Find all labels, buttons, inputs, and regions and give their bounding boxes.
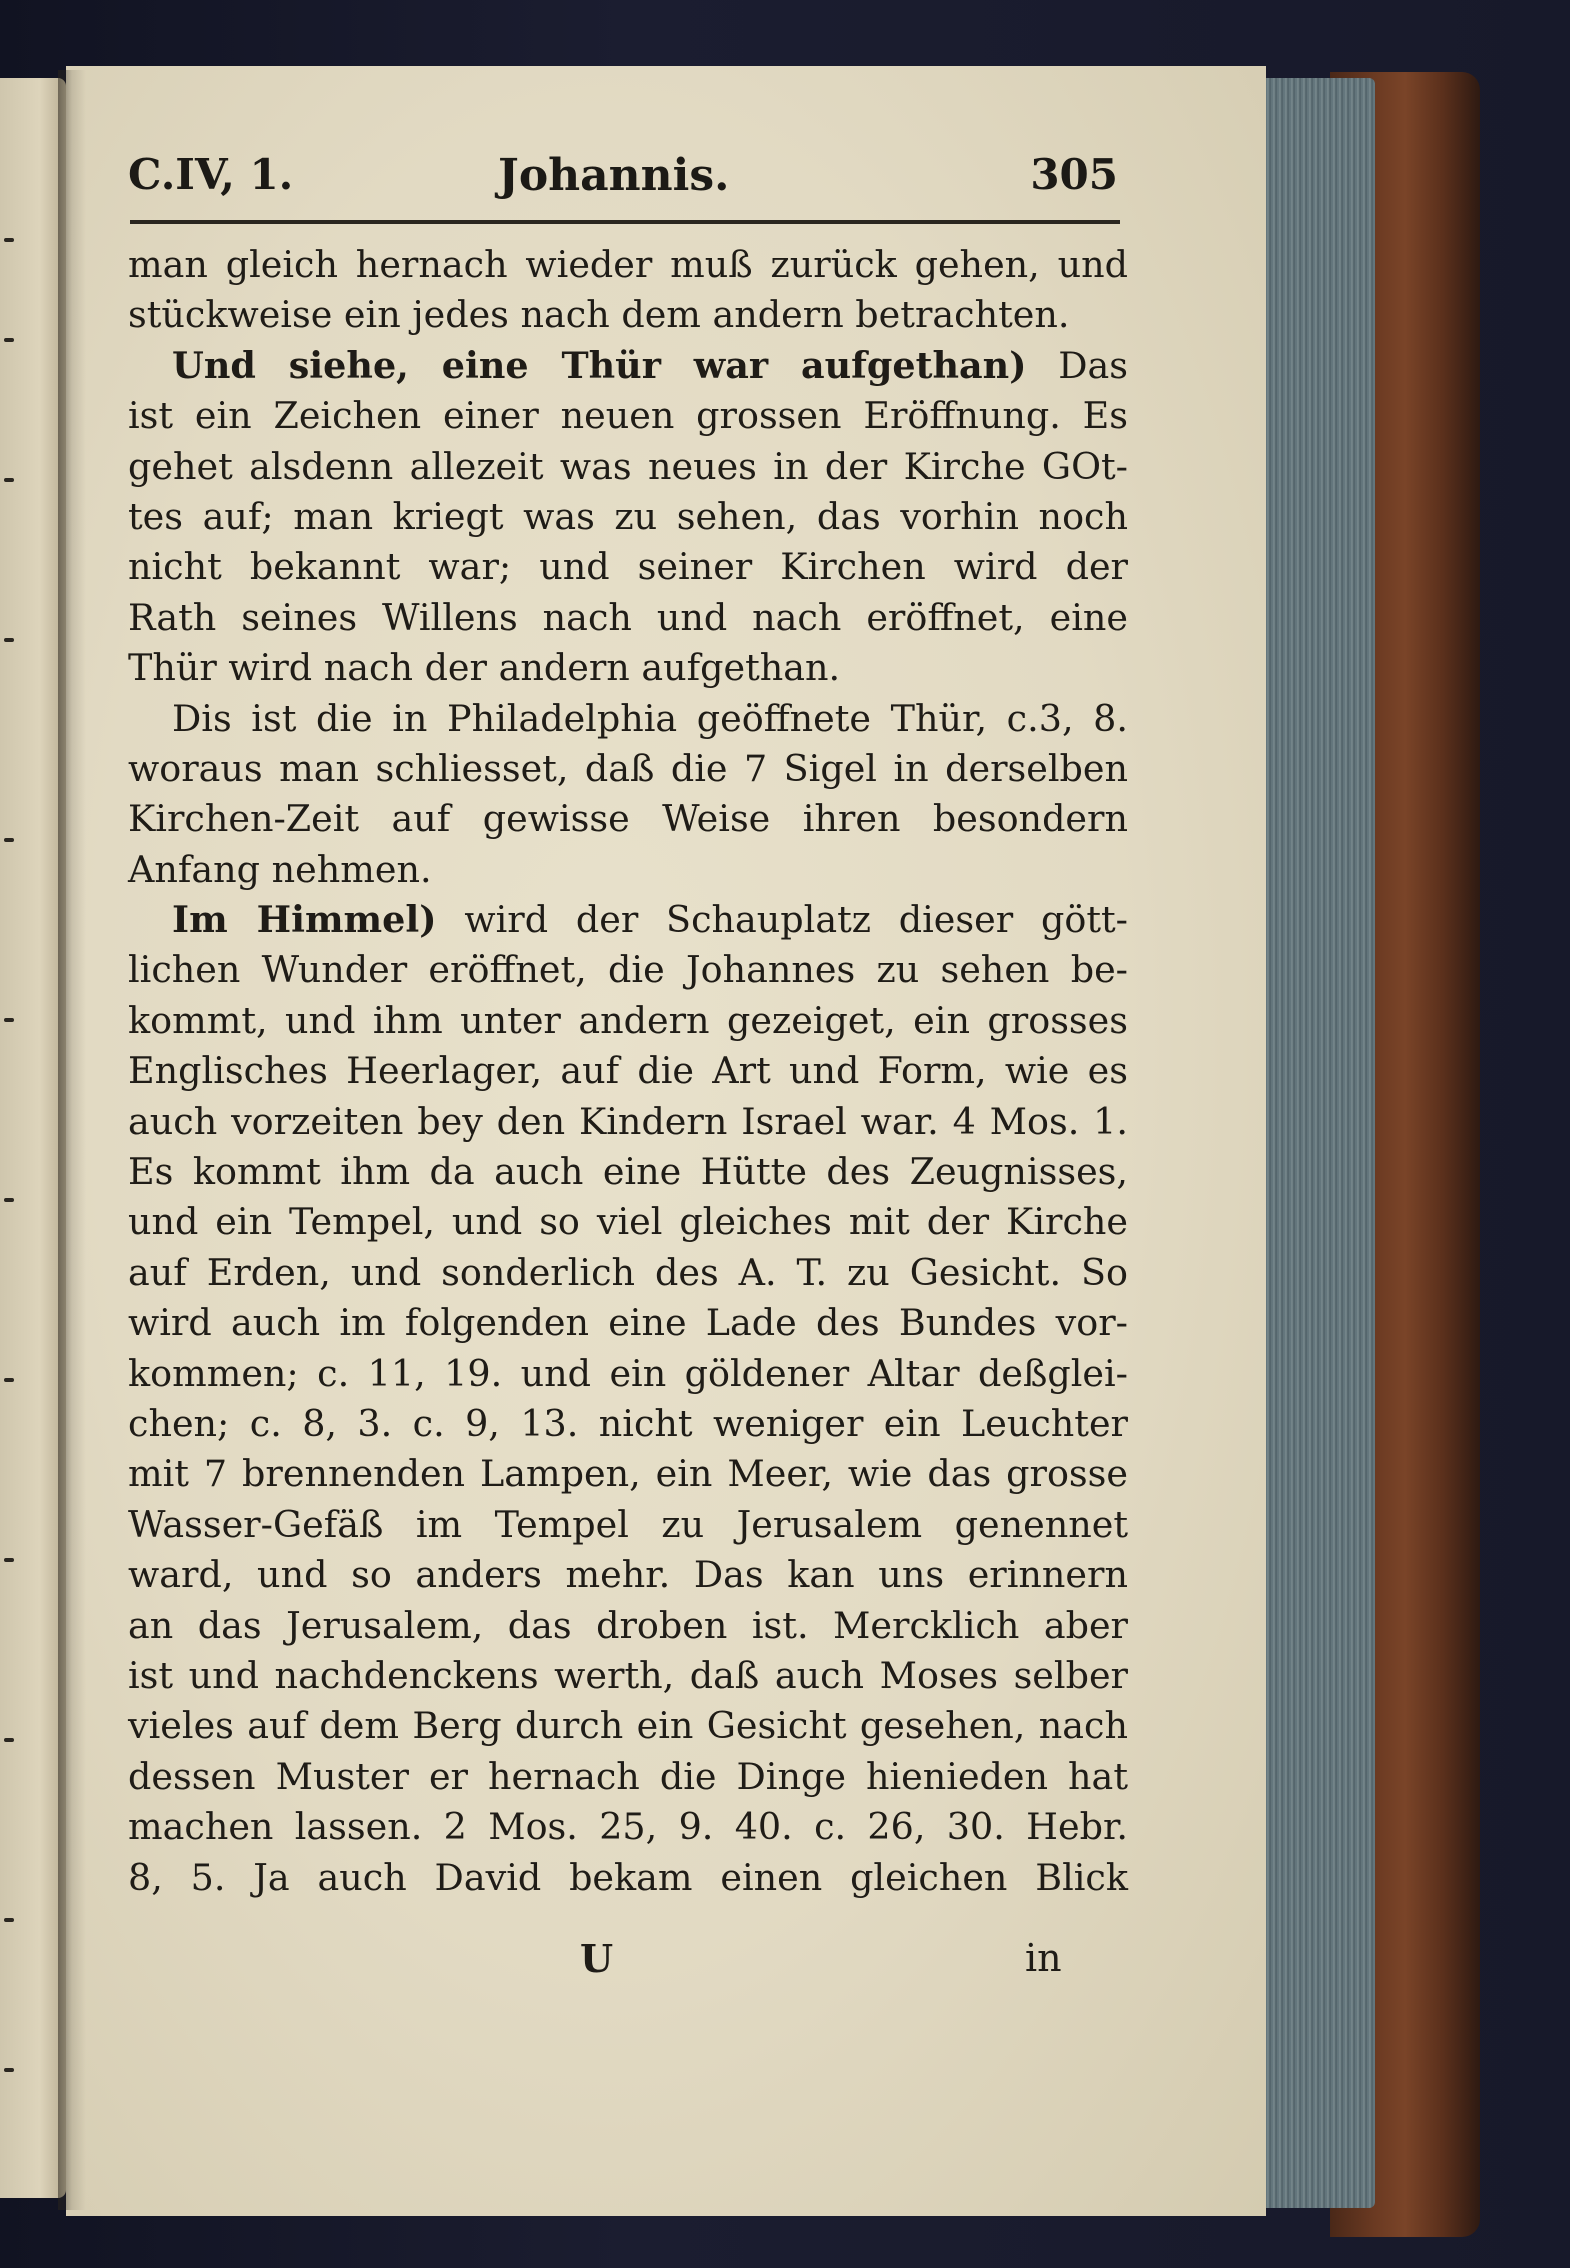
text-line	[128, 1097, 1128, 1147]
line-text: Englisches Heerlager, auf die Art und Form, wie es	[128, 1049, 1128, 1093]
line-text: Rath seines Willens nach und nach eröffnet, eine	[128, 595, 1128, 639]
text-line	[128, 542, 1128, 592]
line-text: Anfang nehmen.	[128, 847, 432, 891]
text-line	[128, 895, 1128, 945]
line-text: stückweise ein jedes nach dem andern betrachten.	[128, 293, 1070, 337]
lemma-text: Und siehe, eine Thür war aufgethan)	[172, 343, 1027, 387]
line-text: woraus man schliesset, daß die 7 Sigel in derselben	[128, 746, 1128, 790]
text-line	[128, 341, 1128, 391]
line-text: und ein Tempel, und so viel gleiches mit der Kirche	[128, 1200, 1128, 1244]
body-text	[128, 240, 1128, 1903]
text-line	[128, 1853, 1128, 1903]
line-text: Es kommt ihm da auch eine Hütte des Zeugnisses,	[128, 1150, 1128, 1194]
line-text: mit 7 brennenden Lampen, ein Meer, wie das grosse	[128, 1452, 1128, 1496]
line-text: tes auf; man kriegt was zu sehen, das vorhin noch	[128, 494, 1128, 538]
ink-mark	[4, 1198, 14, 1202]
text-line	[128, 1046, 1128, 1096]
line-text: chen; c. 8, 3. c. 9, 13. nicht weniger ein Leuchter	[128, 1401, 1128, 1445]
text-line	[128, 1802, 1128, 1852]
text-line	[128, 694, 1128, 744]
line-text: ward, und so anders mehr. Das kan uns erinnern	[128, 1553, 1128, 1597]
left-page-edge	[0, 78, 66, 2198]
line-text: ist ein Zeichen einer neuen grossen Eröffnung. Es	[128, 394, 1128, 438]
ink-mark	[4, 1558, 14, 1562]
line-text: Kirchen-Zeit auf gewisse Weise ihren besondern	[128, 797, 1128, 841]
text-line	[128, 1449, 1128, 1499]
line-text: ist und nachdenckens werth, daß auch Moses selber	[128, 1653, 1128, 1697]
line-text: 8, 5. Ja auch David bekam einen gleichen Blick	[128, 1855, 1128, 1899]
text-line	[128, 744, 1128, 794]
page-edges	[1260, 78, 1375, 2208]
line-text: dessen Muster er hernach die Dinge hienieden hat	[128, 1754, 1128, 1798]
text-line	[128, 492, 1128, 542]
line-text: an das Jerusalem, das droben ist. Mercklich aber	[128, 1603, 1128, 1647]
text-line	[128, 643, 1128, 693]
text-line	[128, 1197, 1128, 1247]
header-rule	[130, 220, 1120, 224]
text-line	[128, 1752, 1128, 1802]
text-line	[128, 1701, 1128, 1751]
line-text: auch vorzeiten bey den Kindern Israel war. 4 Mos. 1.	[128, 1099, 1128, 1143]
text-line	[128, 442, 1128, 492]
page-title: Johannis.	[498, 150, 730, 201]
text-line	[128, 1298, 1128, 1348]
line-text: nicht bekannt war; und seiner Kirchen wird der	[128, 545, 1128, 589]
text-line	[128, 845, 1128, 895]
chapter-reference: C.IV, 1.	[128, 150, 294, 199]
page-number: 305	[1030, 150, 1118, 199]
text-line	[128, 794, 1128, 844]
text-line	[128, 1651, 1128, 1701]
text-line	[128, 945, 1128, 995]
text-line	[128, 1550, 1128, 1600]
ink-mark	[4, 1918, 14, 1922]
ink-mark	[4, 338, 14, 342]
ink-mark	[4, 1378, 14, 1382]
text-line	[128, 1601, 1128, 1651]
text-line	[128, 1147, 1128, 1197]
ink-mark	[4, 238, 14, 242]
lemma-text: Im Himmel)	[172, 898, 437, 942]
line-text: kommt, und ihm unter andern gezeiget, ein grosses	[128, 998, 1128, 1042]
ink-mark	[4, 478, 14, 482]
line-text: lichen Wunder eröffnet, die Johannes zu sehen be-	[128, 948, 1128, 992]
text-line	[128, 290, 1128, 340]
ink-mark	[4, 1738, 14, 1742]
signature-mark: U	[580, 1936, 614, 1981]
line-text: Thür wird nach der andern aufgethan.	[128, 646, 841, 690]
line-text: Das	[1026, 343, 1128, 387]
gutter-shadow	[58, 70, 86, 2210]
catchword: in	[1025, 1936, 1062, 1980]
line-text: man gleich hernach wieder muß zurück gehen, und	[128, 243, 1128, 286]
running-head	[128, 150, 1118, 210]
ink-mark	[4, 838, 14, 842]
line-text: kommen; c. 11, 19. und ein göldener Altar deßglei-	[128, 1351, 1128, 1395]
line-text: machen lassen. 2 Mos. 25, 9. 40. c. 26, 30. Hebr.	[128, 1805, 1128, 1849]
line-text: wird der Schauplatz dieser gött-	[436, 898, 1128, 942]
line-text: gehet alsdenn allezeit was neues in der Kirche GOt-	[128, 444, 1128, 488]
text-line	[128, 240, 1128, 290]
text-line	[128, 1500, 1128, 1550]
text-line	[128, 593, 1128, 643]
text-line	[128, 1399, 1128, 1449]
line-text: Wasser-Gefäß im Tempel zu Jerusalem genennet	[128, 1502, 1128, 1546]
text-line	[128, 1248, 1128, 1298]
text-line	[128, 996, 1128, 1046]
line-text: wird auch im folgenden eine Lade des Bundes vor-	[128, 1301, 1128, 1345]
ink-mark	[4, 638, 14, 642]
ink-mark	[4, 2068, 14, 2072]
ink-mark	[4, 1018, 14, 1022]
text-line	[128, 1349, 1128, 1399]
line-text: Dis ist die in Philadelphia geöffnete Thür, c.3, 8.	[172, 696, 1128, 740]
line-text: auf Erden, und sonderlich des A. T. zu Gesicht. So	[128, 1250, 1128, 1294]
text-line	[128, 391, 1128, 441]
line-text: vieles auf dem Berg durch ein Gesicht gesehen, nach	[128, 1704, 1128, 1748]
